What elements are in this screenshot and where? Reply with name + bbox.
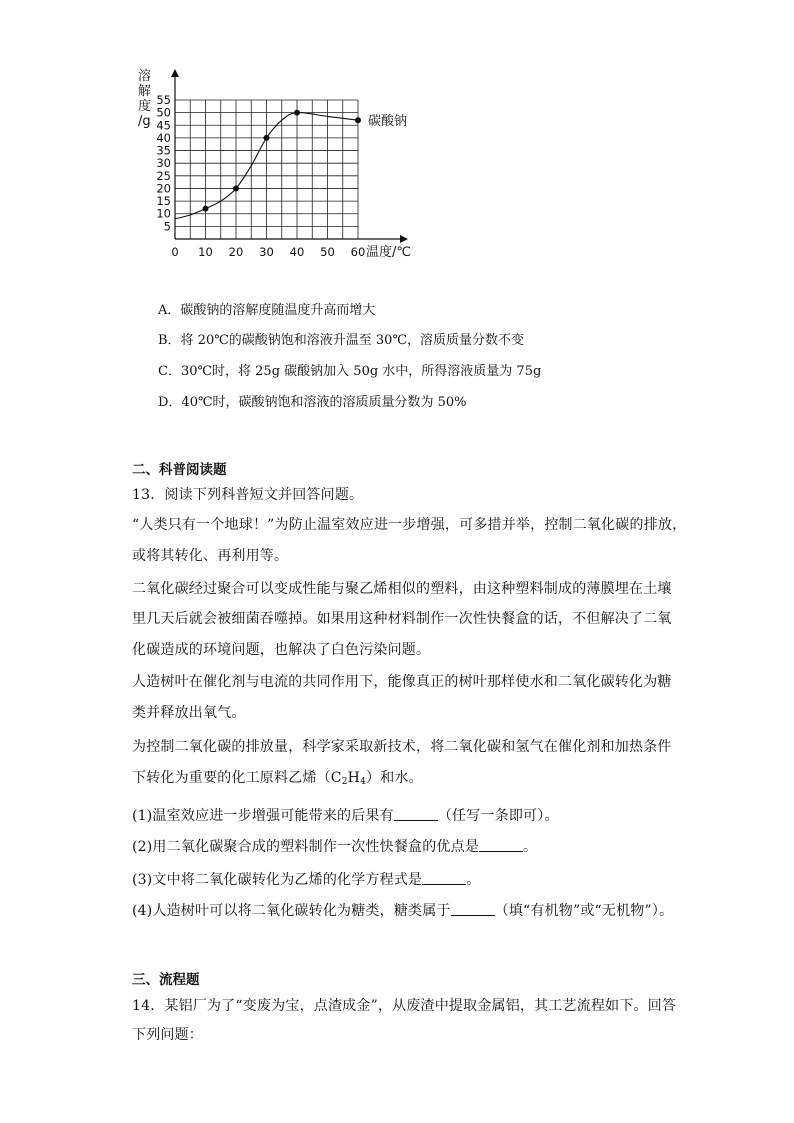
answer-blank[interactable] (422, 872, 466, 885)
option-d: D．40℃时，碳酸钠饱和溶液的溶质质量分数为 50% (158, 395, 467, 410)
passage-line: 里几天后就会被细菌吞噬掉。如果用这种材料制作一次性快餐盒的话，不但解决了二氧 (132, 611, 672, 627)
x-tick-label: 20 (228, 245, 244, 259)
solubility-chart (130, 62, 430, 287)
answer-blank[interactable] (394, 808, 438, 821)
option-a: A．碳酸钠的溶解度随温度升高而增大 (158, 303, 376, 318)
option-c: C．30℃时，将 25g 碳酸钠加入 50g 水中，所得溶液质量为 75g (158, 364, 542, 379)
y-label-char: 度 (138, 99, 152, 114)
y-tick-label: 50 (156, 105, 171, 120)
series-label: 碳酸钠 (368, 114, 408, 130)
data-point (203, 206, 209, 212)
question-13-2: (2)用二氧化碳聚合成的塑料制作一次性快餐盒的优点是 。 (132, 839, 538, 855)
data-point (355, 117, 361, 123)
y-tick-label: 40 (156, 130, 171, 145)
passage-line: “人类只有一个地球！”为防止温室效应进一步增强，可多措并举，控制二氧化碳的排放， (132, 517, 687, 533)
question-14-line: 14．某铝厂为了“变废为宝，点渣成金”，从废渣中提取金属铝，其工艺流程如下。回答 (132, 998, 677, 1014)
y-tick-label: 15 (156, 194, 171, 209)
passage-line: 二氧化碳经过聚合可以变成性能与聚乙烯相似的塑料，由这种塑料制成的薄膜埋在土壤 (132, 581, 672, 597)
option-b: B．将 20℃的碳酸钠饱和溶液升温至 30℃，溶质质量分数不变 (158, 333, 524, 348)
data-point (233, 185, 239, 191)
y-label-char: 解 (138, 84, 152, 99)
y-axis-arrow (171, 69, 179, 77)
question-13-3: (3)文中将二氧化碳转化为乙烯的化学方程式是 。 (132, 872, 481, 888)
chart-axes (171, 69, 408, 243)
data-point (294, 110, 300, 116)
passage-line: 为控制二氧化碳的排放量，科学家采取新技术，将二氧化碳和氢气在催化剂和加热条件 (132, 739, 672, 755)
passage-line: 或将其转化、再利用等。 (132, 548, 289, 564)
y-tick-label: 20 (156, 181, 171, 196)
x-tick-label: 10 (198, 245, 213, 259)
y-label-char: /g (138, 114, 151, 129)
x-axis-arrow (400, 235, 408, 243)
passage-line: 类并释放出氧气。 (132, 705, 246, 721)
answer-blank[interactable] (451, 903, 495, 916)
x-tick-label: 50 (320, 245, 335, 259)
x-tick-label: 40 (289, 245, 305, 259)
data-point (264, 135, 270, 141)
y-axis-label (138, 68, 151, 129)
question-14-line: 下列问题： (132, 1027, 203, 1043)
passage-line: 人造树叶在催化剂与电流的共同作用下，能像真正的树叶那样使水和二氧化碳转化为糖 (132, 674, 672, 690)
y-tick-label: 30 (156, 156, 171, 171)
x-tick-labels (171, 245, 365, 259)
y-tick-label: 10 (156, 206, 171, 221)
passage-line: 化碳造成的环境问题，也解决了白色污染问题。 (132, 642, 431, 658)
section-heading-2: 二、科普阅读题 (132, 462, 227, 478)
chart-grid (175, 100, 358, 239)
x-tick-label: 60 (350, 245, 366, 259)
y-tick-label: 45 (156, 118, 171, 133)
y-tick-label: 25 (156, 168, 171, 183)
question-13-4: (4)人造树叶可以将二氧化碳转化为糖类，糖类属于 （填“有机物”或“无机物”）。 (132, 903, 674, 919)
question-13-intro: 13．阅读下列科普短文并回答问题。 (132, 487, 364, 503)
x-tick-label: 30 (259, 245, 274, 259)
question-13-1: (1)温室效应进一步增强可能带来的后果有 （任写一条即可）。 (132, 808, 559, 824)
section-heading-3: 三、流程题 (132, 972, 200, 988)
y-tick-labels (156, 93, 171, 233)
y-label-char: 溶 (138, 69, 152, 84)
x-tick-label: 0 (171, 245, 179, 259)
x-axis-label: 温度/℃ (366, 245, 411, 260)
y-tick-label: 35 (156, 143, 171, 158)
y-tick-label: 55 (156, 93, 171, 107)
passage-line-ethylene: 下转化为重要的化工原料乙烯$(C_2H_4)$和水。 (132, 770, 423, 787)
answer-blank[interactable] (479, 839, 523, 852)
y-tick-label: 5 (163, 219, 171, 234)
